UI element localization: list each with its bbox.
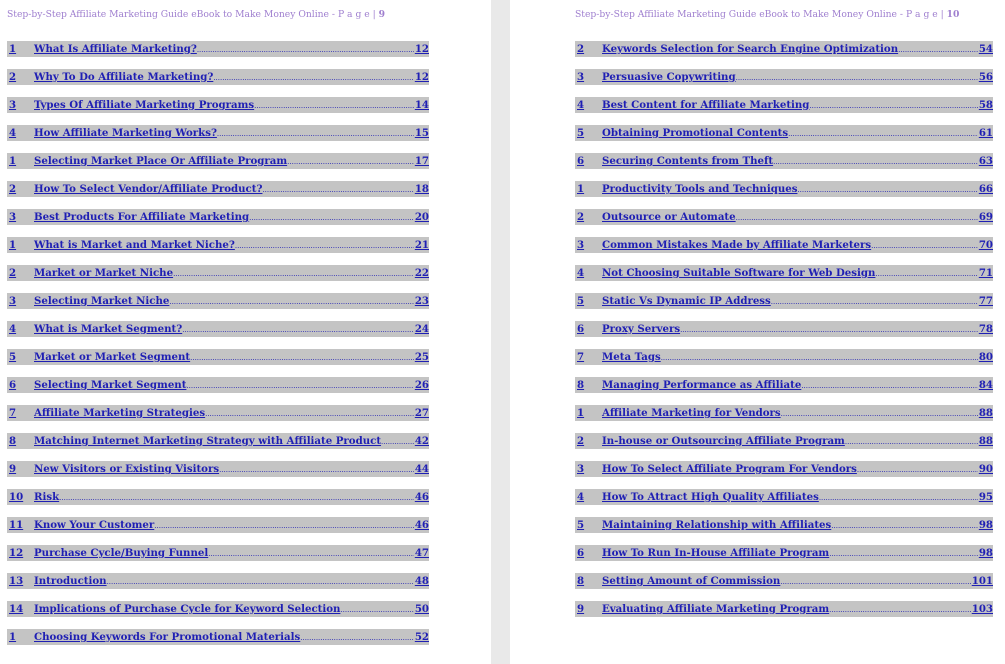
toc-entry-title: Maintaining Relationship with Affiliates [602,519,832,531]
toc-entry-title: Common Mistakes Made by Affiliate Marketers [602,239,872,251]
toc-entry-page: 63 [978,155,993,167]
toc-entry-link[interactable] [7,517,429,533]
toc-entry-number: 6 [9,379,17,391]
toc-dot-leader [186,377,413,393]
toc-entry-number: 1 [9,239,17,251]
toc-dot-leader [809,97,977,113]
toc-entry-title: Meta Tags [602,351,661,363]
toc-entry-title: What is Market Segment? [34,323,183,335]
toc-entry-number: 6 [577,155,585,167]
toc-entry-link[interactable] [575,433,993,449]
toc-entry-title: Productivity Tools and Techniques [602,183,798,195]
toc-dot-leader [736,209,978,225]
toc-entry-title: What is Market and Market Niche? [34,239,235,251]
toc-entry-page: 12 [414,71,429,83]
toc-entry-link[interactable] [575,97,993,113]
toc-dot-leader [235,237,414,253]
toc-entry-page: 23 [414,295,429,307]
toc-entry-page: 77 [978,295,993,307]
toc-entry-number: 7 [9,407,17,419]
toc-entry-link[interactable] [7,545,429,561]
toc-entry-number: 9 [9,463,17,475]
toc-entry-number: 6 [577,547,585,559]
toc-entry-number: 2 [9,183,17,195]
toc-entry-page: 22 [414,267,429,279]
toc-entry-link[interactable] [7,349,429,365]
page-header [575,9,993,25]
document-page-left [0,0,491,664]
toc-entry-number: 5 [577,295,585,307]
toc-entry-title: New Visitors or Existing Visitors [34,463,220,475]
toc-entry-link[interactable] [575,125,993,141]
toc-entry-page: 52 [414,631,429,643]
toc-entry-page: 14 [414,99,429,111]
toc-dot-leader [213,69,413,85]
page-header-text: Step-by-Step Affiliate Marketing Guide eBook to Make Money Online - P a g e | [575,9,944,20]
toc-entry-page: 20 [414,211,429,223]
toc-entry-title: Affiliate Marketing for Vendors [602,407,781,419]
toc-entry-page: 58 [978,99,993,111]
toc-entry-link[interactable] [7,321,429,337]
toc-entry-number: 3 [9,99,17,111]
toc-entry-link[interactable] [575,517,993,533]
toc-entry-title: How To Select Vendor/Affiliate Product? [34,183,263,195]
toc-entry-page: 27 [414,407,429,419]
toc-entry-page: 88 [978,435,993,447]
toc-dot-leader [154,517,414,533]
toc-entry-link[interactable] [7,433,429,449]
toc-dot-leader [898,41,978,57]
toc-entry-title: Know Your Customer [34,519,155,531]
toc-entry-title: Static Vs Dynamic IP Address [602,295,771,307]
toc-entry-title: Risk [34,491,60,503]
toc-dot-leader [788,125,978,141]
toc-entry-link[interactable] [7,293,429,309]
toc-entry-page: 21 [414,239,429,251]
toc-entry-page: 66 [978,183,993,195]
toc-entry-page: 71 [978,267,993,279]
toc-entry-page: 90 [978,463,993,475]
page-gap [491,0,510,664]
toc-dot-leader [871,237,978,253]
toc-entry-link[interactable] [575,293,993,309]
toc-entry-page: 103 [971,603,993,615]
toc-entry-number: 5 [9,351,17,363]
toc-entry-title: In-house or Outsourcing Affiliate Program [602,435,845,447]
toc-entry-link[interactable] [7,209,429,225]
toc-entry-page: 70 [978,239,993,251]
toc-entry-link[interactable] [7,489,429,505]
toc-dot-leader [219,461,414,477]
toc-entry-title: Selecting Market Niche [34,295,170,307]
toc-entry-number: 3 [9,295,17,307]
toc-entry-page: 56 [978,71,993,83]
table-of-contents [7,41,429,645]
toc-entry-link[interactable] [575,349,993,365]
toc-entry-page: 101 [971,575,993,587]
toc-entry-link[interactable] [575,41,993,57]
toc-entry-number: 9 [577,603,585,615]
toc-entry-page: 78 [978,323,993,335]
toc-dot-leader [208,545,414,561]
toc-entry-title: Market or Market Segment [34,351,191,363]
toc-entry-link[interactable] [7,97,429,113]
toc-entry-page: 54 [978,43,993,55]
toc-entry-number: 1 [9,155,17,167]
toc-dot-leader [801,377,978,393]
toc-entry-link[interactable] [575,265,993,281]
toc-entry-number: 4 [9,323,17,335]
table-of-contents [575,41,993,617]
toc-dot-leader [287,153,414,169]
toc-entry-page: 95 [978,491,993,503]
toc-dot-leader [736,69,978,85]
toc-entry-link[interactable] [575,209,993,225]
toc-entry-link[interactable] [7,601,429,617]
toc-dot-leader [829,545,978,561]
toc-entry-page: 61 [978,127,993,139]
toc-dot-leader [845,433,978,449]
page-number: 9 [378,9,386,20]
toc-entry-number: 4 [577,267,585,279]
document-page-right [510,0,1005,664]
toc-entry-title: Selecting Market Place Or Affiliate Program [34,155,288,167]
toc-entry-number: 5 [577,519,585,531]
toc-dot-leader [262,181,413,197]
toc-entry-link[interactable] [7,41,429,57]
toc-entry-number: 1 [9,43,17,55]
toc-entry-number: 3 [577,71,585,83]
toc-dot-leader [217,125,414,141]
toc-entry-number: 6 [577,323,585,335]
toc-entry-link[interactable] [7,125,429,141]
toc-entry-number: 2 [577,435,585,447]
toc-entry-page: 15 [414,127,429,139]
toc-entry-number: 14 [9,603,24,615]
toc-entry-title: What Is Affiliate Marketing? [34,43,197,55]
page-header [7,9,429,25]
toc-dot-leader [875,265,977,281]
toc-dot-leader [381,433,414,449]
toc-entry-title: Managing Performance as Affiliate [602,379,802,391]
toc-entry-title: Purchase Cycle/Buying Funnel [34,547,209,559]
toc-entry-title: How To Run In-House Affiliate Program [602,547,830,559]
toc-dot-leader [300,629,414,645]
toc-dot-leader [857,461,978,477]
toc-entry-page: 98 [978,519,993,531]
toc-entry-link[interactable] [7,573,429,589]
toc-entry-number: 13 [9,575,24,587]
toc-entry-number: 1 [577,407,585,419]
toc-entry-link[interactable] [575,321,993,337]
toc-entry-page: 46 [414,491,429,503]
toc-entry-page: 26 [414,379,429,391]
toc-entry-link[interactable] [7,405,429,421]
toc-entry-page: 18 [414,183,429,195]
toc-entry-link[interactable] [7,181,429,197]
toc-dot-leader [680,321,978,337]
page-header-text: Step-by-Step Affiliate Marketing Guide eBook to Make Money Online - P a g e | [7,9,376,20]
toc-entry-page: 69 [978,211,993,223]
toc-entry-link[interactable] [575,377,993,393]
toc-dot-leader [205,405,414,421]
toc-entry-link[interactable] [575,461,993,477]
toc-entry-link[interactable] [7,265,429,281]
toc-dot-leader [169,293,413,309]
toc-entry-page: 47 [414,547,429,559]
toc-entry-number: 5 [577,127,585,139]
toc-entry-link[interactable] [575,69,993,85]
toc-entry-page: 42 [414,435,429,447]
toc-dot-leader [254,97,414,113]
toc-entry-number: 3 [577,463,585,475]
toc-entry-number: 3 [9,211,17,223]
toc-dot-leader [107,573,414,589]
toc-entry-link[interactable] [7,69,429,85]
toc-entry-title: Not Choosing Suitable Software for Web Design [602,267,876,279]
toc-entry-page: 44 [414,463,429,475]
toc-entry-page: 88 [978,407,993,419]
toc-entry-number: 1 [9,631,17,643]
toc-dot-leader [173,265,414,281]
toc-dot-leader [249,209,414,225]
toc-entry-number: 1 [577,183,585,195]
toc-entry-title: Best Products For Affiliate Marketing [34,211,250,223]
toc-entry-link[interactable] [575,545,993,561]
toc-entry-number: 4 [577,99,585,111]
toc-entry-link[interactable] [575,181,993,197]
toc-entry-link[interactable] [7,153,429,169]
toc-entry-number: 3 [577,239,585,251]
toc-dot-leader [831,517,978,533]
toc-entry-title: Setting Amount of Commission [602,575,781,587]
toc-entry-number: 4 [577,491,585,503]
page-number: 10 [946,9,960,20]
toc-entry-title: Types Of Affiliate Marketing Programs [34,99,255,111]
toc-entry-page: 12 [414,43,429,55]
toc-entry-title: Choosing Keywords For Promotional Materials [34,631,301,643]
toc-entry-title: Securing Contents from Theft [602,155,774,167]
toc-entry-link[interactable] [575,153,993,169]
toc-entry-page: 46 [414,519,429,531]
toc-entry-title: Affiliate Marketing Strategies [34,407,206,419]
toc-entry-title: Proxy Servers [602,323,681,335]
toc-dot-leader [182,321,414,337]
toc-dot-leader [197,41,414,57]
toc-entry-page: 80 [978,351,993,363]
toc-entry-page: 84 [978,379,993,391]
toc-entry-page: 50 [414,603,429,615]
toc-dot-leader [773,153,978,169]
toc-entry-number: 2 [577,43,585,55]
toc-entry-title: Selecting Market Segment [34,379,187,391]
toc-entry-title: Persuasive Copywriting [602,71,736,83]
toc-entry-title: How To Select Affiliate Program For Vendors [602,463,857,475]
toc-entry-title: How Affiliate Marketing Works? [34,127,217,139]
toc-entry-link[interactable] [575,573,993,589]
toc-entry-title: Implications of Purchase Cycle for Keyword Selection [34,603,341,615]
toc-entry-page: 48 [414,575,429,587]
toc-entry-title: Best Content for Affiliate Marketing [602,99,810,111]
toc-dot-leader [771,293,978,309]
toc-entry-title: Evaluating Affiliate Marketing Program [602,603,830,615]
toc-entry-title: Obtaining Promotional Contents [602,127,789,139]
toc-entry-link[interactable] [575,405,993,421]
toc-entry-number: 8 [9,435,17,447]
toc-entry-title: Why To Do Affiliate Marketing? [34,71,214,83]
toc-dot-leader [661,349,978,365]
toc-entry-number: 4 [9,127,17,139]
toc-dot-leader [819,489,978,505]
toc-dot-leader [829,601,971,617]
toc-dot-leader [781,405,978,421]
toc-dot-leader [59,489,414,505]
toc-entry-number: 12 [9,547,24,559]
toc-entry-title: Matching Internet Marketing Strategy with Affiliate Product [34,435,382,447]
toc-entry-number: 7 [577,351,585,363]
toc-entry-link[interactable] [7,629,429,645]
toc-entry-link[interactable] [7,377,429,393]
toc-entry-link[interactable] [7,461,429,477]
toc-entry-link[interactable] [575,489,993,505]
toc-entry-page: 25 [414,351,429,363]
toc-entry-page: 98 [978,547,993,559]
toc-entry-link[interactable] [575,237,993,253]
toc-dot-leader [797,181,977,197]
toc-entry-number: 10 [9,491,24,503]
toc-entry-link[interactable] [575,601,993,617]
toc-dot-leader [190,349,414,365]
toc-dot-leader [780,573,970,589]
toc-entry-number: 2 [577,211,585,223]
toc-entry-number: 8 [577,379,585,391]
toc-entry-number: 2 [9,267,17,279]
toc-entry-title: How To Attract High Quality Affiliates [602,491,819,503]
toc-entry-number: 11 [9,519,24,531]
toc-entry-title: Outsource or Automate [602,211,736,223]
toc-entry-link[interactable] [7,237,429,253]
toc-entry-title: Market or Market Niche [34,267,174,279]
toc-entry-number: 8 [577,575,585,587]
toc-entry-title: Introduction [34,575,107,587]
toc-entry-title: Keywords Selection for Search Engine Optimization [602,43,899,55]
toc-entry-page: 24 [414,323,429,335]
toc-dot-leader [340,601,413,617]
toc-entry-page: 17 [414,155,429,167]
toc-entry-number: 2 [9,71,17,83]
